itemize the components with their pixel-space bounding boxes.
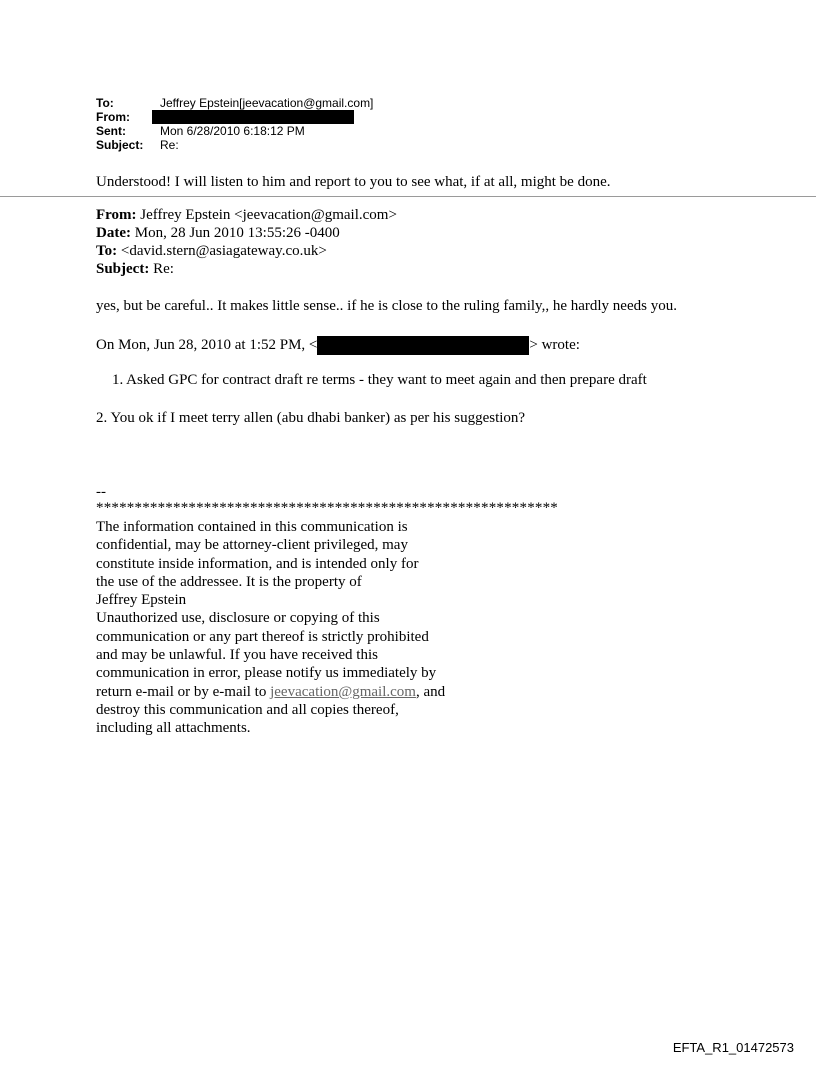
quoted-to-value: <david.stern@asiagateway.co.uk>	[117, 243, 327, 259]
quoted-from-value: Jeffrey Epstein <jeevacation@gmail.com>	[136, 207, 397, 223]
header-to-row	[96, 96, 373, 110]
email-link[interactable]: jeevacation@gmail.com	[270, 683, 416, 700]
quoted-date-value: Mon, 28 Jun 2010 13:55:26 -0400	[130, 225, 340, 241]
return-suffix: , and	[415, 683, 446, 700]
quoted-subject-label: Subject:	[96, 261, 150, 277]
quoted-date-label: Date:	[96, 225, 131, 241]
header-from-row	[96, 110, 373, 124]
disclaimer-line: constitute inside information, and is intended only for	[96, 555, 419, 572]
quoted-from-row	[96, 206, 397, 224]
disclaimer-line: communication in error, please notify us immediately by	[96, 665, 437, 682]
disclaimer-line: The information contained in this communication is	[96, 519, 408, 535]
subject-value: Re:	[160, 138, 179, 152]
from-label: From:	[96, 110, 130, 124]
quoted-from-label: From:	[96, 207, 137, 223]
divider	[0, 196, 816, 197]
body-item-2: 2. You ok if I meet terry allen (abu dhabi banker) as per his suggestion?	[96, 410, 526, 426]
disclaimer-line: Unauthorized use, disclosure or copying of this	[96, 610, 380, 627]
quoted-header	[96, 206, 397, 278]
disclaimer-return-line	[96, 683, 496, 701]
redaction-box	[152, 110, 354, 124]
body-item-1: 1. Asked GPC for contract draft re terms - they want to meet again and then prepare draft	[112, 372, 647, 388]
header-subject-row	[96, 138, 373, 152]
to-label: To:	[96, 96, 114, 110]
disclaimer	[96, 518, 496, 738]
document-id: EFTA_R1_01472573	[672, 1040, 794, 1055]
quoted-to-row	[96, 242, 397, 260]
email-header	[96, 96, 373, 152]
disclaimer-line: including all attachments.	[96, 720, 251, 737]
header-sent-row	[96, 124, 373, 138]
quoted-subject-row	[96, 260, 397, 278]
disclaimer-line: destroy this communication and all copies thereof,	[96, 701, 399, 718]
return-prefix: return e-mail or by e-mail to	[96, 683, 271, 700]
signature-stars: ************************************************************	[96, 500, 558, 516]
sent-value: Mon 6/28/2010 6:18:12 PM	[160, 124, 305, 138]
quoted-date-row	[96, 224, 397, 242]
disclaimer-line: and may be unlawful. If you have received this	[96, 647, 378, 664]
disclaimer-line: the use of the addressee. It is the property of	[96, 573, 362, 590]
body-yes-line: yes, but be careful.. It makes little sense.. if he is close to the ruling family,, he hardly needs you.	[96, 298, 677, 314]
signature-dash: --	[96, 484, 106, 500]
sent-label: Sent:	[96, 124, 126, 138]
to-value: Jeffrey Epstein[jeevacation@gmail.com]	[160, 96, 374, 110]
reply-text: Understood! I will listen to him and report to you to see what, if at all, might be done.	[96, 174, 611, 190]
on-prefix: On Mon, Jun 28, 2010 at 1:52 PM, <	[96, 337, 318, 353]
on-suffix: > wrote:	[529, 337, 580, 353]
subject-label: Subject:	[96, 138, 144, 152]
quoted-subject-value: Re:	[149, 261, 174, 277]
disclaimer-line: communication or any part thereof is strictly prohibited	[96, 628, 429, 645]
body-on-line	[96, 336, 580, 355]
redaction-box	[317, 336, 529, 355]
disclaimer-line: confidential, may be attorney-client privileged, may	[96, 537, 408, 554]
disclaimer-line: Jeffrey Epstein	[96, 592, 187, 609]
quoted-to-label: To:	[96, 243, 118, 259]
